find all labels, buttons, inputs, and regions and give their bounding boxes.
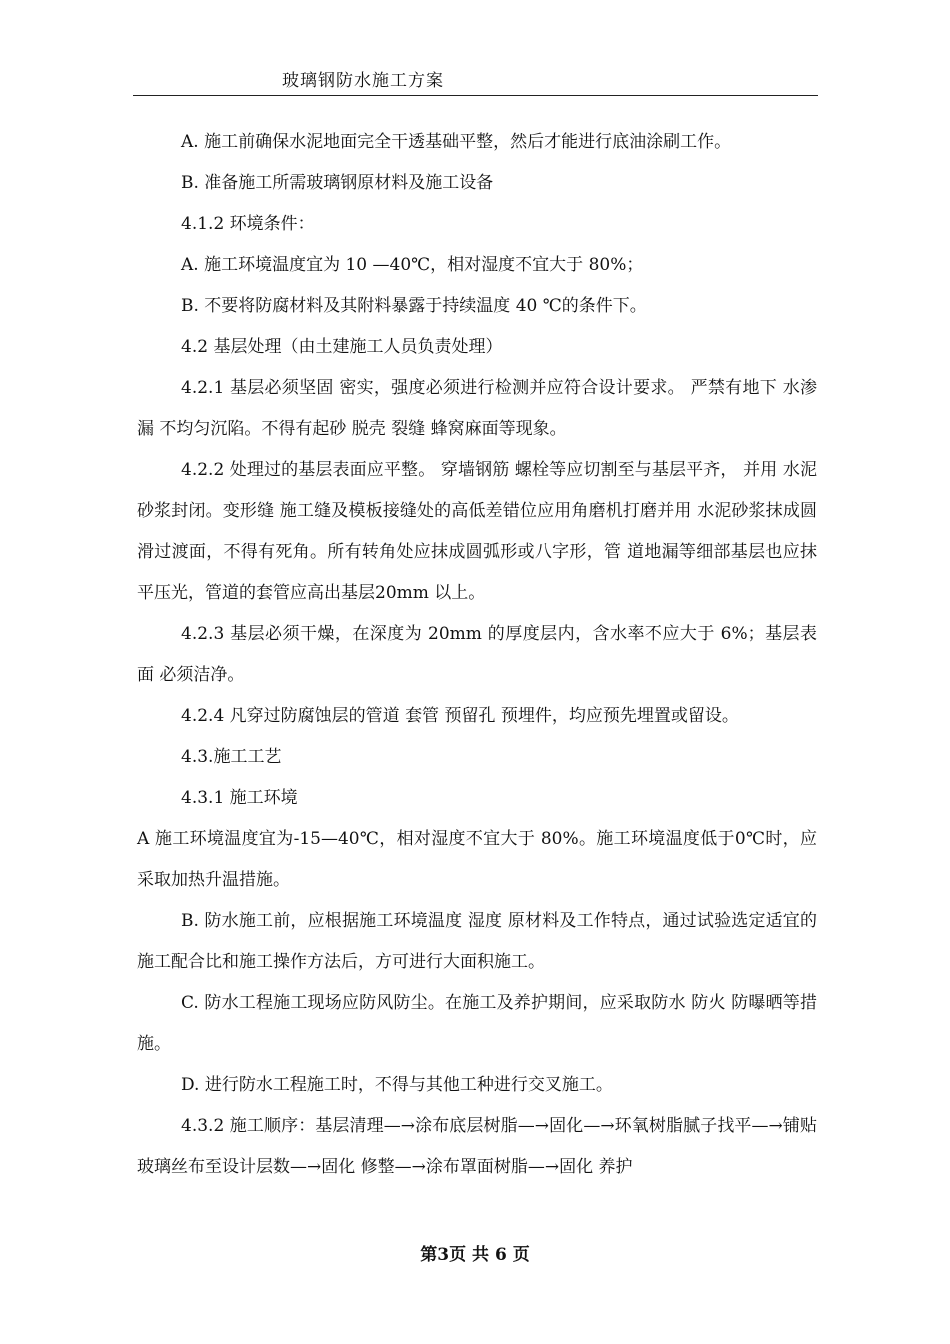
page-number: 第3页 共 6 页 — [420, 1245, 530, 1265]
section-heading: 4.3.1 施工环境 — [181, 788, 298, 808]
paragraph: B. 防水施工前，应根据施工环境温度 湿度 原材料及工作特点，通过试验选定适宜的施工配合比和施工操作方法后，方可进行大面积施工。 — [137, 911, 817, 972]
paragraph: B. 准备施工所需玻璃钢原材料及施工设备 — [181, 173, 494, 193]
paragraph: A. 施工环境温度宜为 10 —40℃，相对湿度不宜大于 80%； — [181, 255, 644, 275]
paragraph: C. 防水工程施工现场应防风防尘。在施工及养护期间，应采取防水 防火 防曝晒等措施。 — [137, 993, 817, 1054]
section-heading: 4.3.施工工艺 — [181, 747, 282, 767]
paragraph: 4.3.2 施工顺序：基层清理—→涂布底层树脂—→固化—→环氧树脂腻子找平—→铺贴玻璃丝布至设计层数—→固化 修整—→涂布罩面树脂—→固化 养护 — [137, 1116, 817, 1177]
section-heading: 4.2 基层处理（由土建施工人员负责处理） — [181, 337, 503, 357]
paragraph: 4.2.4 凡穿过防腐蚀层的管道 套管 预留孔 预埋件，均应预先埋置或留设。 — [181, 706, 739, 726]
paragraph: A 施工环境温度宜为-15—40℃，相对湿度不宜大于 80%。施工环境温度低于0℃时，应采取加热升温措施。 — [137, 829, 817, 890]
paragraph: A. 施工前确保水泥地面完全干透基础平整，然后才能进行底油涂刷工作。 — [181, 132, 732, 152]
paragraph: D. 进行防水工程施工时，不得与其他工种进行交叉施工。 — [181, 1075, 613, 1095]
document-body — [137, 122, 817, 1188]
paragraph: B. 不要将防腐材料及其附料暴露于持续温度 40 ℃的条件下。 — [181, 296, 647, 316]
paragraph: 4.2.3 基层必须干燥，在深度为 20mm 的厚度层内，含水率不应大于 6%；基层表面 必须洁净。 — [137, 624, 817, 685]
section-heading: 4.1.2 环境条件： — [181, 214, 315, 234]
paragraph: 4.2.1 基层必须坚固 密实，强度必须进行检测并应符合设计要求。 严禁有地下 水渗漏 不均匀沉陷。不得有起砂 脱壳 裂缝 蜂窝麻面等现象。 — [137, 378, 817, 439]
paragraph: 4.2.2 处理过的基层表面应平整。 穿墙钢筋 螺栓等应切割至与基层平齐， 并用 水泥砂浆封闭。变形缝 施工缝及模板接缝处的高低差错位应用角磨机打磨并用 水泥砂浆抹成圆滑过渡面，不得有死角。所有转角处应抹成圆弧形或八字形，管 道地漏等细部基层也应抹平压光，管道的套管应高出基层20mm 以上。 — [137, 460, 817, 603]
header-title: 玻璃钢防水施工方案 — [282, 71, 444, 91]
header-divider — [133, 95, 818, 96]
